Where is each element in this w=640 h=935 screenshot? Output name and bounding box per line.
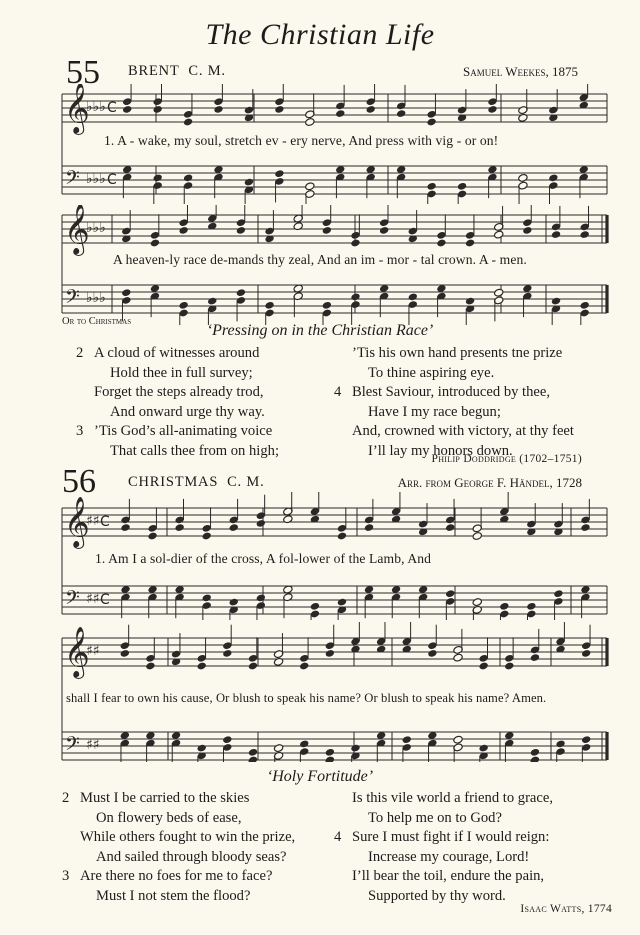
lyrics-line: A heaven-ly race de-mands thy zeal, And an im - mor - tal crown. A - men. (113, 252, 527, 267)
note-head (183, 173, 193, 182)
hymn-number: 55 (66, 54, 100, 91)
note-head (147, 532, 157, 541)
verses-right (334, 789, 553, 906)
note-head (150, 239, 160, 248)
hymn-number: 56 (62, 463, 96, 500)
lyrics-line: 1. A - wake, my soul, stretch ev - ery nerve, And press with vig - or on! (104, 133, 499, 148)
note-head (236, 288, 246, 297)
verse-line: 2 A cloud of witnesses around (76, 345, 260, 361)
key-signature-icon: ♭♭♭ (86, 98, 106, 115)
note-head (236, 226, 246, 235)
treble-clef-icon: 𝄞 (64, 497, 90, 548)
note-head (256, 519, 266, 528)
note-head (581, 735, 591, 744)
tune-title: CHRISTMAS (128, 474, 219, 490)
note-head (337, 598, 347, 607)
note-head (445, 523, 455, 532)
note-head (494, 230, 504, 239)
note-head (487, 105, 497, 114)
note-head (197, 744, 207, 753)
time-signature-icon: C (100, 592, 110, 609)
note-head (305, 118, 315, 127)
note-head (202, 593, 212, 602)
verse-line: 3 ’Tis God’s all-animating voice (76, 423, 273, 439)
note-head (364, 523, 374, 532)
author-credit: Philip Doddridge (1702–1751) (431, 453, 582, 465)
verse-line: And, crowned with victory, at thy feet (352, 423, 574, 439)
note-head (299, 662, 309, 671)
treble-clef-icon: 𝄞 (64, 84, 90, 134)
note-head (453, 735, 463, 744)
verse-line: Supported by thy word. (368, 887, 506, 904)
note-head (499, 602, 509, 611)
note-head (350, 239, 360, 248)
note-head (229, 598, 239, 607)
key-signature-icon: ♯♯ (86, 590, 100, 607)
note-head (408, 292, 418, 301)
lyrics-line: shall I fear to own his cause, Or blush to speak his name? Or blush to speak his name? Amen. (66, 691, 547, 705)
note-head (504, 662, 514, 671)
note-head (580, 301, 590, 310)
note-head (207, 297, 217, 306)
verse-line: I’ll lay my honors down. (368, 442, 513, 459)
note-head (222, 649, 232, 658)
key-signature-icon: ♯♯ (86, 642, 100, 659)
note-head (350, 744, 360, 753)
verse-line: 4 Sure I must fight if I would reign: (334, 829, 550, 845)
verse-line: 3 Are there no foes for me to face? (62, 868, 273, 884)
note-head (548, 173, 558, 182)
verse-line: I’ll bear the toil, endure the pain, (352, 868, 545, 884)
verse-line: To thine aspiring eye. (368, 364, 495, 381)
verse-line: Forget the steps already trod, (94, 384, 264, 400)
meter: C. M. (188, 63, 226, 79)
note-head (553, 589, 563, 598)
note-head (479, 662, 489, 671)
bass-clef-icon: 𝄢 (65, 733, 80, 760)
note-head (183, 118, 193, 127)
bass-clef-icon: 𝄢 (65, 587, 80, 614)
hymn-subtitle: ‘Pressing on in the Christian Race’ (206, 322, 434, 339)
note-head (453, 653, 463, 662)
alternate-tune-note: Or to Christmas (62, 316, 132, 327)
note-head (322, 301, 332, 310)
verse-line: Increase my courage, Lord! (368, 848, 530, 865)
note-head (274, 105, 284, 114)
author-credit: Isaac Watts, 1774 (520, 903, 612, 915)
verse-line: ’Tis his own hand presents tne prize (352, 345, 563, 361)
note-head (551, 297, 561, 306)
verse-line: That calls thee from on high; (110, 442, 279, 459)
note-head (335, 109, 345, 118)
verse-line: Is this vile world a friend to grace, (352, 790, 554, 806)
composer-credit: Arr. from George F. Händel, 1728 (397, 475, 582, 490)
bass-clef-icon: 𝄢 (65, 286, 80, 313)
note-head (120, 649, 130, 658)
time-signature-icon: C (100, 514, 110, 531)
note-head (202, 532, 212, 541)
note-head (479, 744, 489, 753)
note-head (174, 523, 184, 532)
verse-line: Hold thee in full survey; (110, 364, 253, 381)
key-signature-icon: ♭♭♭ (86, 170, 106, 187)
page-title: The Christian Life (205, 18, 435, 51)
note-head (248, 748, 258, 757)
verse-line: To help me on to God? (368, 809, 502, 826)
note-head (581, 649, 591, 658)
verse-line: While others fought to win the prize, (80, 829, 296, 845)
note-head (465, 297, 475, 306)
note-head (337, 532, 347, 541)
verse-line: And onward urge thy way. (110, 403, 265, 420)
note-head (222, 735, 232, 744)
key-signature-icon: ♭♭♭ (86, 289, 106, 306)
note-head (197, 662, 207, 671)
note-head (427, 649, 437, 658)
note-head (551, 230, 561, 239)
verse-line: On flowery beds of ease, (96, 809, 242, 826)
note-head (526, 602, 536, 611)
verse-line: And sailed through bloody seas? (96, 848, 287, 865)
verse-line: Have I my race begun; (368, 403, 501, 420)
time-signature-icon: C (107, 172, 117, 189)
note-head (530, 653, 540, 662)
note-head (178, 226, 188, 235)
note-head (457, 182, 467, 191)
verses-left (62, 789, 295, 906)
note-head (178, 301, 188, 310)
key-signature-icon: ♯♯ (86, 512, 100, 529)
lyrics-line: 1. Am I a sol-dier of the cross, A fol-lower of the Lamb, And (95, 551, 432, 566)
treble-clef-icon: 𝄞 (64, 205, 90, 255)
note-head (122, 105, 132, 114)
note-head (350, 292, 360, 301)
note-head (299, 739, 309, 748)
note-head (264, 301, 274, 310)
note-head (213, 105, 223, 114)
verse-line: Must I not stem the flood? (96, 887, 251, 904)
note-head (120, 523, 130, 532)
verses-right (334, 344, 574, 461)
key-signature-icon: ♯♯ (86, 736, 100, 753)
meter: C. M. (227, 474, 265, 490)
note-head (379, 226, 389, 235)
bass-clef-icon: 𝄢 (65, 167, 80, 194)
note-head (153, 173, 163, 182)
note-head (145, 662, 155, 671)
tune-title: BRENT (128, 63, 180, 79)
tune-name (128, 63, 226, 80)
note-head (518, 173, 528, 182)
note-head (325, 748, 335, 757)
note-head (472, 532, 482, 541)
note-head (274, 169, 284, 178)
note-head (256, 593, 266, 602)
note-head (229, 523, 239, 532)
verse-line: 4 Blest Saviour, introduced by thee, (334, 384, 551, 400)
note-head (555, 739, 565, 748)
hymn-subtitle: ‘Holy Fortitude’ (266, 768, 374, 785)
note-head (121, 288, 131, 297)
note-head (305, 182, 315, 191)
time-signature-icon: C (107, 100, 117, 117)
note-head (472, 598, 482, 607)
note-head (396, 109, 406, 118)
composer-credit: Samuel Weekes, 1875 (462, 64, 578, 79)
note-head (580, 523, 590, 532)
note-head (436, 239, 446, 248)
tune-name (128, 474, 265, 491)
note-head (325, 649, 335, 658)
treble-clef-icon: 𝄞 (64, 627, 90, 678)
note-head (522, 226, 532, 235)
note-head (153, 105, 163, 114)
key-signature-icon: ♭♭♭ (86, 219, 106, 236)
note-head (273, 744, 283, 753)
verse-line: 2 Must I be carried to the skies (62, 790, 250, 806)
note-head (465, 239, 475, 248)
note-head (322, 226, 332, 235)
note-head (494, 288, 504, 297)
note-head (445, 589, 455, 598)
note-head (366, 105, 376, 114)
note-head (244, 178, 254, 187)
note-head (402, 735, 412, 744)
note-head (426, 118, 436, 127)
verses-left (76, 344, 279, 461)
note-head (310, 602, 320, 611)
note-head (248, 662, 258, 671)
note-head (580, 230, 590, 239)
note-head (426, 182, 436, 191)
note-head (530, 748, 540, 757)
